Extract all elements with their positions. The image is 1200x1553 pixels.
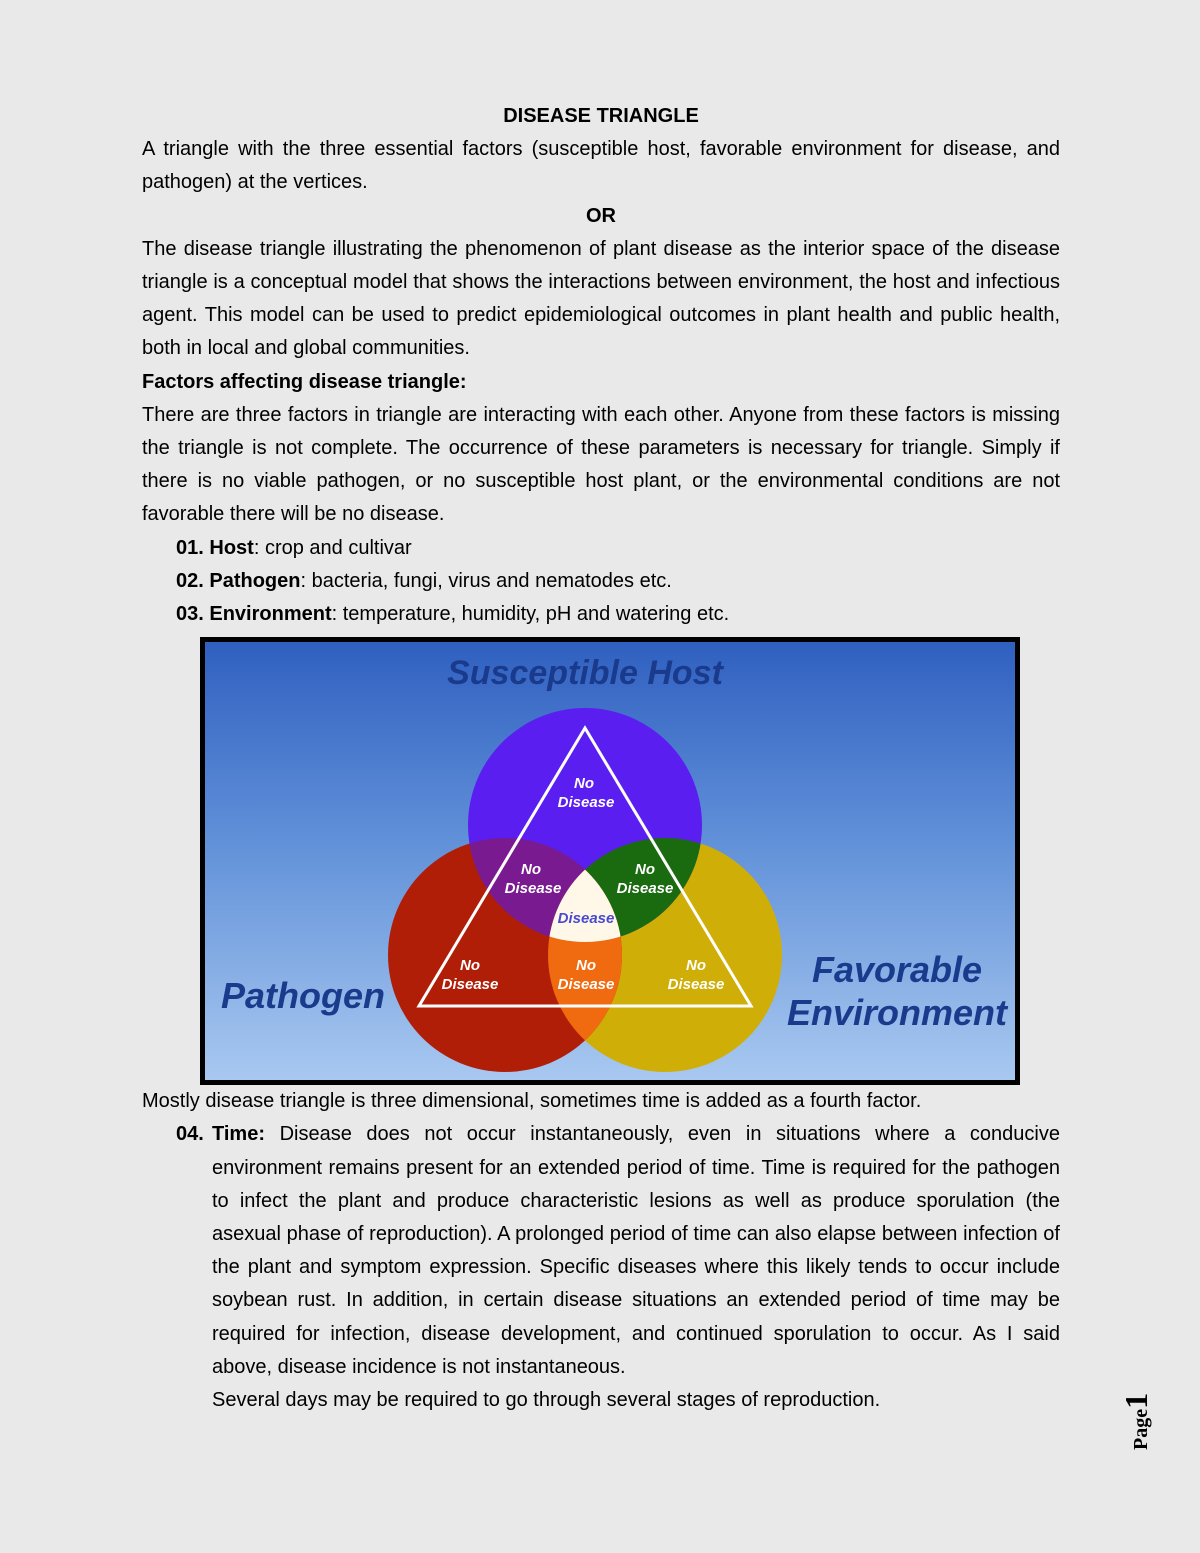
factor-number: 01. — [176, 536, 204, 559]
factor-item-environment — [176, 598, 1060, 631]
disease-label-pathogen: Disease — [441, 976, 499, 994]
disease-label-host: Disease — [557, 794, 615, 812]
dimension-note: Mostly disease triangle is three dimensional, sometimes time is added as a fourth factor. — [142, 1090, 922, 1113]
factor-item-host — [176, 532, 1060, 565]
page-word: Page — [1130, 1408, 1152, 1450]
factor-text: : bacteria, fungi, virus and nematodes etc. — [300, 569, 672, 592]
document-page — [142, 100, 1060, 1417]
factors-paragraph: There are three factors in triangle are interacting with each other. Anyone from these factors is missing the triangle is not complete. The occurrence of these parameters is necessary for triangle. Simply if there is no viable pathogen, or no susceptible host plant, or the environmental conditions are not favorable there will be no disease. — [142, 403, 1060, 526]
page-title: DISEASE TRIANGLE — [503, 105, 699, 127]
factor-item-time — [176, 1118, 1060, 1417]
disease-triangle-diagram — [205, 642, 1015, 1080]
page-number: 1 — [1118, 1392, 1154, 1409]
factor-key: Pathogen — [209, 569, 301, 592]
factor-text: : crop and cultivar — [253, 536, 412, 559]
time-last-line: Several days may be required to go through several stages of reproduction. — [212, 1389, 881, 1412]
no-label-host: No — [574, 775, 594, 793]
factor-key: Time: — [212, 1123, 265, 1146]
time-text: Disease does not occur instantaneously, even in situations where a conducive environment remains present for an extended period of time. Time is required for the pathogen to infect the plant and produce characteristic lesions as well as produce sporulation (the asexual phase of reproduction). A prolonged period of time can also elapse between infection of the plant and symptom expression. Specific diseases where this likely tends to occur include soybean rust. In addition, in certain disease situations an extended period of time may be required for infection, disease development, and continued sporulation to occur. As I said above, disease incidence is not instantaneous. — [212, 1123, 1060, 1378]
definition-paragraph-2: The disease triangle illustrating the phenomenon of plant disease as the interior space of the disease triangle is a conceptual model that shows the interactions between environment, the host and infectious agent. This model can be used to predict epidemiological outcomes in plant health and public health, both in local and global communities. — [142, 237, 1060, 360]
host-label: Susceptible Host — [447, 654, 723, 693]
factor-key: Host — [209, 536, 254, 559]
or-separator: OR — [586, 204, 616, 227]
no-label-pathogen-environment: No — [576, 957, 596, 975]
factor-number: 04. — [176, 1123, 204, 1146]
factor-number: 02. — [176, 569, 204, 592]
disease-label-pathogen-environment: Disease — [557, 976, 615, 994]
disease-triangle-figure — [200, 637, 1020, 1085]
time-description — [212, 1118, 1060, 1417]
no-label-environment: No — [686, 957, 706, 975]
definition-paragraph-1: A triangle with the three essential factors (susceptible host, favorable environment for disease, and pathogen) at the vertices. — [142, 138, 1060, 194]
environment-label-line1: Favorable — [811, 949, 983, 991]
disease-label-host-environment: Disease — [616, 880, 674, 898]
disease-label-environment: Disease — [667, 976, 725, 994]
pathogen-label: Pathogen — [220, 975, 386, 1017]
factor-key: Environment — [209, 603, 332, 626]
factor-text: : temperature, humidity, pH and watering etc. — [331, 603, 730, 626]
page-number-marker — [1112, 1380, 1162, 1460]
factor-item-pathogen — [176, 565, 1060, 598]
disease-label-center: Disease — [557, 910, 615, 928]
factor-number: 03. — [176, 603, 204, 626]
no-label-host-pathogen: No — [521, 861, 541, 879]
factors-heading: Factors affecting disease triangle: — [142, 370, 467, 393]
disease-label-host-pathogen: Disease — [504, 880, 562, 898]
no-label-pathogen: No — [460, 957, 480, 975]
environment-label-line2: Environment — [786, 992, 1008, 1034]
no-label-host-environment: No — [635, 861, 655, 879]
